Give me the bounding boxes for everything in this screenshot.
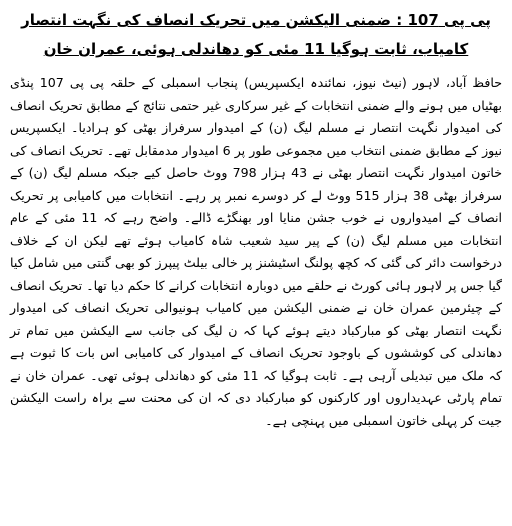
article-body: حافظ آباد، لاہور (نیٹ نیوز، نمائندہ ایکسپریس) پنجاب اسمبلی کے حلقہ پی پی 107 پنڈی بھٹیاں میں ہونے والے ضمنی انتخابات کے غیر سرکاری غیر حتمی نتائج کے مطابق تحریک انصاف کی امیدوار نگہت انتصار نے مسلم لیگ (ن) کے امیدوار سرفراز بھٹی کو ہرادیا۔ ایکسپریس نیوز کے مطابق ضمنی انتخاب میں مجموعی طور پر 6 امیدوار مدمقابل تھے۔ تحریک انصاف کی خاتون امیدوار نگہت انتصار بھٹی نے 43 ہزار 798 ووٹ حاصل کیے جبکہ مسلم لیگ (ن) کے سرفراز بھٹی 38 ہزار 515 ووٹ لے کر دوسرے نمبر پر رہے۔ انتخابات میں کامیابی پر تحریک انصاف کے امیدواروں نے خوب جشن منایا اور بھنگڑے ڈالے۔ واضح رہے کہ 11 مئی کے عام انتخابات میں مسلم لیگ (ن) کے پیر سید شعیب شاہ کامیاب ہوئے تھے لیکن ان کے خلاف درخواست دائر کی گئی کہ کچھ پولنگ اسٹیشنز پر خالی بیلٹ پیپرز کو بھی گنتی میں شامل کیا گیا جس پر لاہور ہائی کورٹ نے حلقے میں دوبارہ انتخابات کرانے کا حکم دیا تھا۔ تحریک انصاف کے چیئرمین عمران خان نے ضمنی الیکشن میں کامیاب ہونیوالی تحریک انصاف کی امیدوار نگہت انتصار بھٹی کو مبارکباد دیتے ہوئے کہا کہ ن لیگ کی جانب سے الیکشن میں تمام تر دھاندلی کی کوششوں کے باوجود تحریک انصاف کے امیدوار کی کامیابی اس بات کا ثبوت ہے کہ ملک میں تبدیلی آرہی ہے۔ ثابت ہوگیا کہ 11 مئی کو دھاندلی ہوئی تھی۔ عمران خان نے تمام پارٹی عہدیداروں اور کارکنوں کو مبارکباد دی کہ ان کی محنت سے براہ راست الیکشن جیت کر پہلی خاتون اسمبلی میں پہنچی ہے۔ <box>10 75 503 428</box>
article-headline: پی پی 107 : ضمنی الیکشن میں تحریک انصاف کی نگہت انتصار کامیاب، ثابت ہوگیا 11 مئی کو دھاندلی ہوئی، عمران خان <box>21 11 491 58</box>
